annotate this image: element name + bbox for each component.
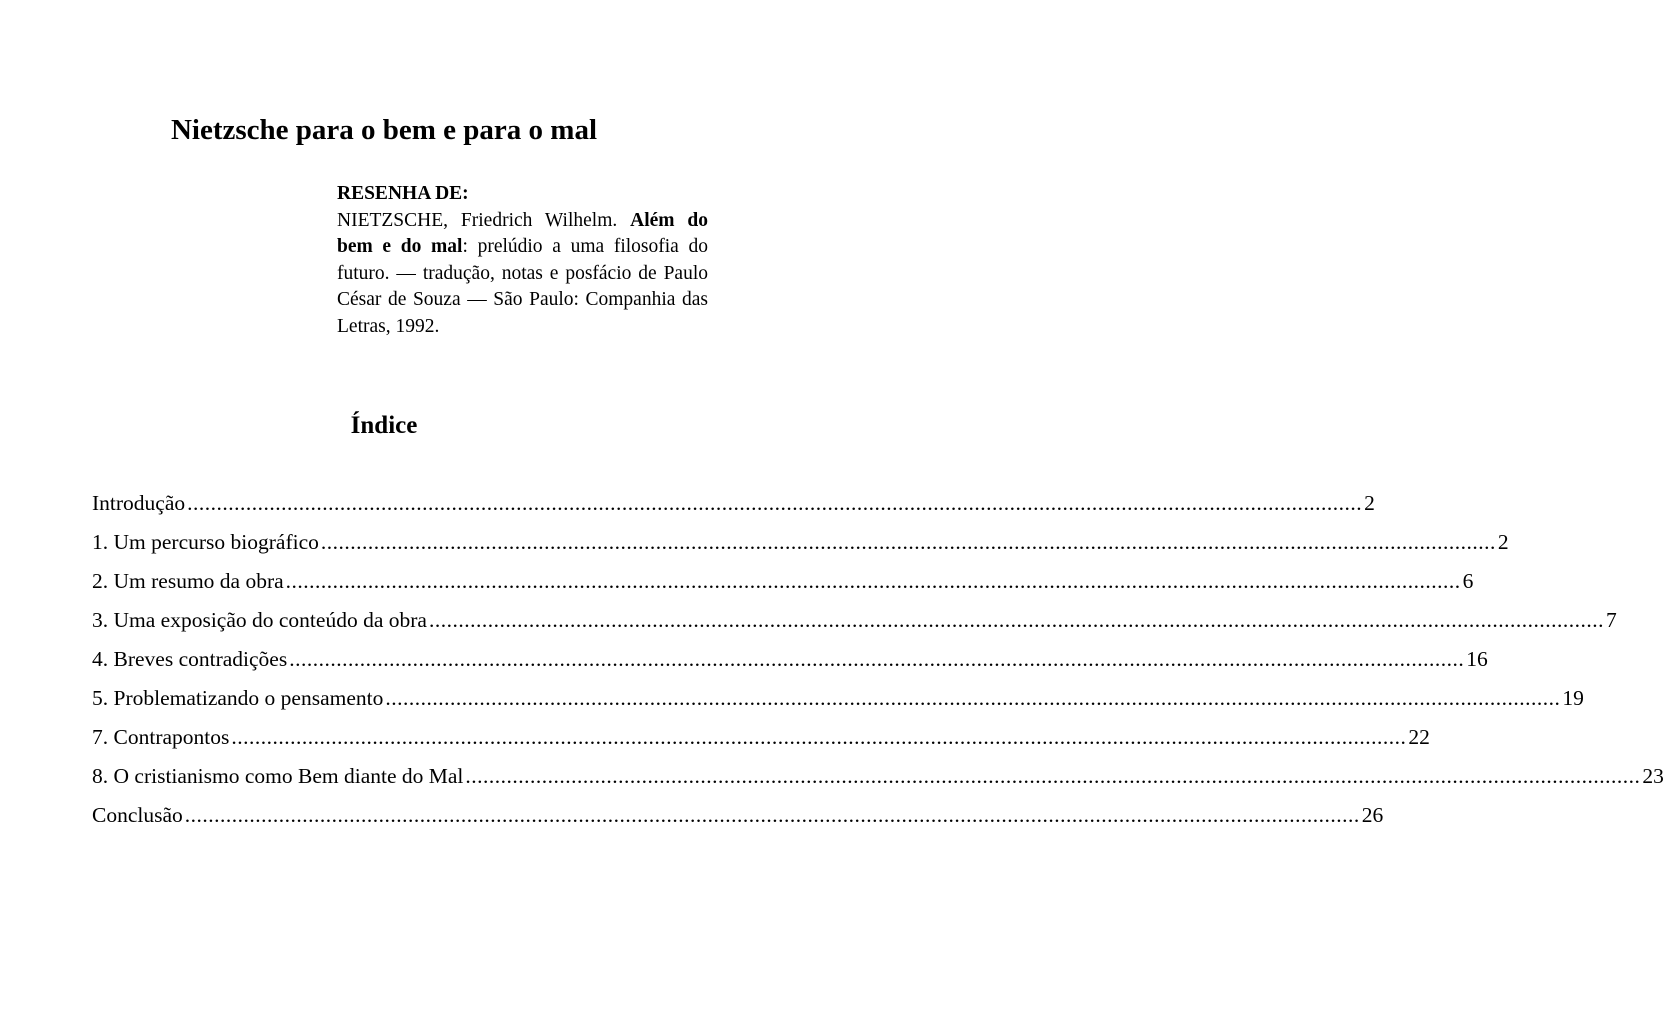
index-heading: Índice [350, 412, 418, 439]
toc-entry-label: 1. Um percurso biográfico [92, 530, 319, 554]
toc-page-number: 2 [1364, 491, 1375, 515]
toc-dot-leader: ........................................................................................................................................................................................................ [187, 491, 1363, 515]
toc-page-number: 22 [1408, 725, 1430, 749]
document-title: Nietzsche para o bem e para o mal [170, 114, 598, 146]
table-of-contents [92, 485, 1664, 836]
toc-entry[interactable] [92, 758, 1664, 797]
toc-entry[interactable] [92, 524, 1509, 563]
toc-dot-leader: ........................................................................................................................................................................................................ [465, 764, 1641, 788]
review-book-details: : prelúdio a uma filosofia do futuro. — tradução, notas e posfácio de Paulo César de Souza — São Paulo: Companhia das Letras, 1992. [337, 236, 709, 337]
toc-page-number: 26 [1361, 803, 1384, 827]
toc-entry-label: 4. Breves contradições [92, 647, 288, 671]
toc-dot-leader: ........................................................................................................................................................................................................ [428, 608, 1604, 632]
toc-page-number: 16 [1466, 647, 1488, 671]
toc-entry-label: 2. Um resumo da obra [92, 569, 284, 593]
toc-dot-leader: ........................................................................................................................................................................................................ [231, 725, 1407, 749]
toc-entry-label: 3. Uma exposição do conteúdo da obra [92, 608, 427, 632]
toc-page-number: 7 [1605, 608, 1617, 632]
toc-dot-leader: ........................................................................................................................................................................................................ [289, 647, 1465, 671]
toc-entry-label: 8. O cristianismo como Bem diante do Mal [92, 764, 464, 788]
review-citation [337, 208, 708, 341]
toc-entry-label: Conclusão [92, 803, 183, 827]
toc-entry[interactable] [92, 641, 1488, 680]
review-book-title: Além do bem e do mal [337, 209, 709, 258]
review-heading: RESENHA DE: [337, 183, 469, 204]
toc-entry[interactable] [92, 719, 1430, 758]
toc-dot-leader: ........................................................................................................................................................................................................ [320, 530, 1496, 554]
toc-entry[interactable] [92, 797, 1384, 836]
toc-page-number: 6 [1462, 569, 1474, 593]
toc-page-number: 2 [1497, 530, 1509, 554]
toc-entry-label: 7. Contrapontos [92, 725, 230, 749]
review-reference [337, 181, 708, 341]
toc-entry-label: 5. Problematizando o pensamento [92, 686, 384, 710]
toc-entry[interactable] [92, 680, 1584, 719]
toc-entry[interactable] [92, 602, 1617, 641]
toc-entry[interactable] [92, 485, 1375, 524]
review-author: NIETZSCHE, Friedrich Wilhelm. [337, 209, 618, 231]
toc-dot-leader: ........................................................................................................................................................................................................ [184, 803, 1360, 827]
toc-dot-leader: ........................................................................................................................................................................................................ [285, 569, 1461, 593]
toc-entry[interactable] [92, 563, 1474, 602]
toc-page-number: 19 [1562, 686, 1584, 710]
toc-entry-label: Introdução [92, 491, 186, 515]
toc-dot-leader: ........................................................................................................................................................................................................ [385, 686, 1561, 710]
toc-page-number: 23 [1642, 764, 1664, 788]
